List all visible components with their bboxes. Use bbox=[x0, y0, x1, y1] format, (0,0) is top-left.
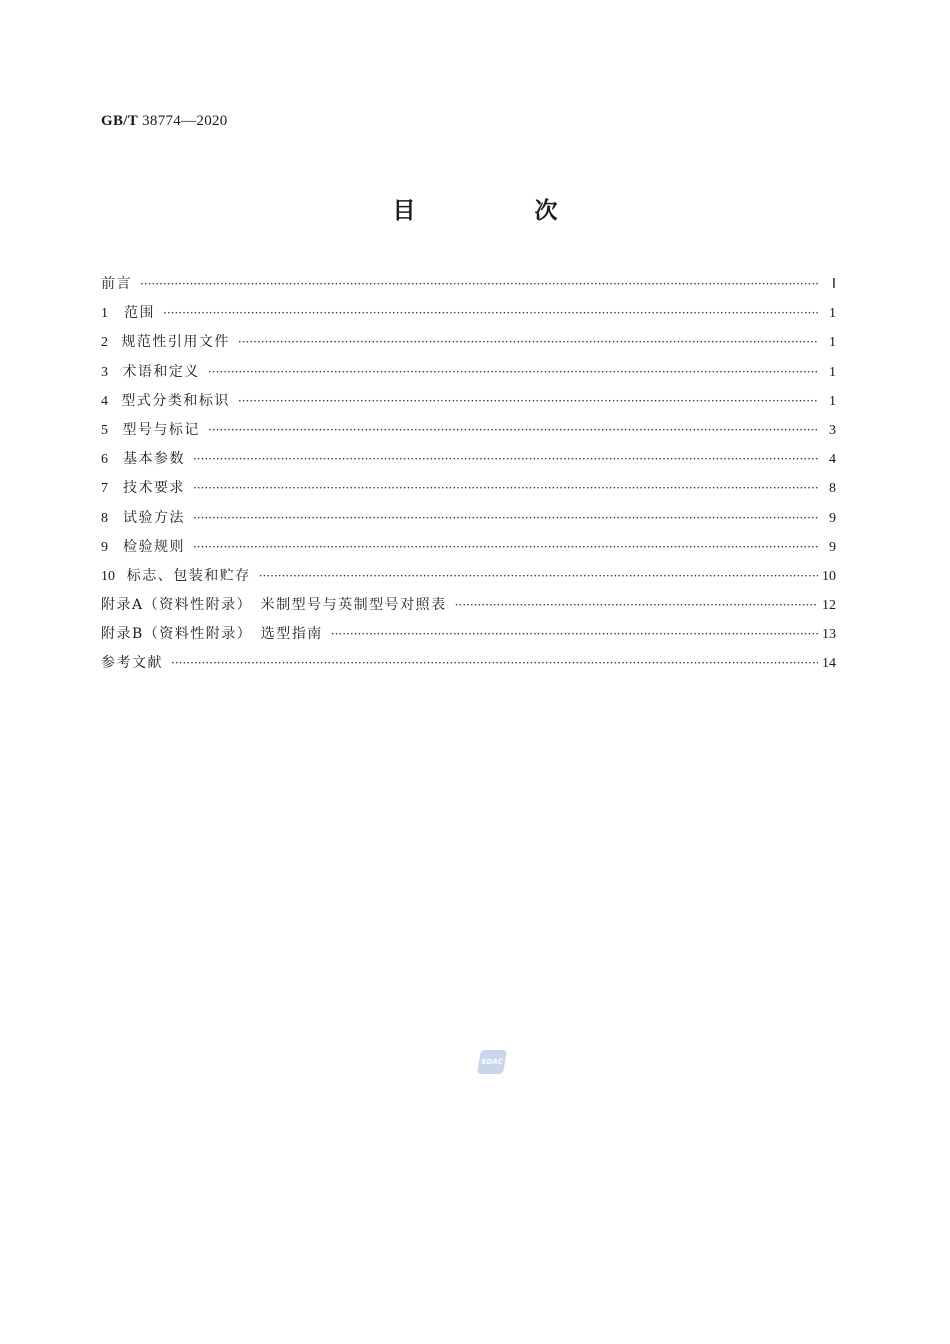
standard-code-number: 38774—2020 bbox=[142, 113, 228, 129]
toc-entry-page: 1 bbox=[829, 393, 836, 409]
toc-entry-page: 8 bbox=[829, 481, 836, 497]
toc-entry-page: 3 bbox=[829, 422, 836, 438]
toc-entry-label: 试验方法 bbox=[122, 509, 185, 526]
toc-entry-number: 1 bbox=[101, 306, 108, 322]
toc-leader-dots bbox=[259, 562, 818, 591]
toc-entry-number: 2 bbox=[101, 335, 108, 351]
toc-entry-page: 9 bbox=[829, 510, 836, 526]
toc-entry-label: 检验规则 bbox=[122, 538, 185, 555]
toc-entry-classification[interactable] bbox=[101, 387, 836, 416]
toc-entry-page: 12 bbox=[822, 598, 836, 614]
toc-entry-label: 基本参数 bbox=[122, 451, 185, 468]
toc-entry-label: 前言 bbox=[101, 276, 132, 292]
toc-entry-annex-a[interactable] bbox=[101, 591, 836, 620]
toc-entry-page: 9 bbox=[829, 539, 836, 555]
toc-entry-page: 4 bbox=[829, 452, 836, 468]
toc-title: 目 次 bbox=[392, 198, 606, 224]
toc-leader-dots bbox=[193, 474, 818, 503]
standard-code-prefix: GB/T bbox=[101, 113, 139, 129]
toc-entry-number: 7 bbox=[101, 481, 108, 497]
toc-entry-basic-parameters[interactable] bbox=[101, 445, 836, 474]
toc-entry-page: Ⅰ bbox=[831, 277, 836, 292]
toc-entry-page: 14 bbox=[822, 656, 836, 672]
toc-entry-label: 技术要求 bbox=[122, 480, 185, 497]
toc-entry-test-methods[interactable] bbox=[101, 504, 836, 533]
standard-code bbox=[101, 113, 228, 130]
toc-entry-inspection-rules[interactable] bbox=[101, 533, 836, 562]
toc-entry-label: 规范性引用文件 bbox=[121, 334, 230, 351]
watermark-logo: SDAC bbox=[477, 1050, 507, 1074]
toc-entry-page: 1 bbox=[829, 364, 836, 380]
toc-entry-number: 4 bbox=[101, 393, 108, 409]
toc-entry-annex-b[interactable] bbox=[101, 620, 836, 649]
toc-entry-foreword[interactable] bbox=[101, 270, 836, 299]
toc-entry-label: 术语和定义 bbox=[122, 363, 200, 380]
toc-entry-label: 型号与标记 bbox=[122, 421, 200, 438]
toc-entry-technical-requirements[interactable] bbox=[101, 474, 836, 503]
toc-leader-dots bbox=[193, 445, 818, 474]
toc-entry-marking-packaging-storage[interactable] bbox=[101, 562, 836, 591]
toc-entry-number: 9 bbox=[101, 539, 108, 555]
toc-leader-dots bbox=[208, 358, 818, 387]
toc-leader-dots bbox=[163, 299, 818, 328]
toc-leader-dots bbox=[331, 620, 818, 649]
toc-entry-label: 附录B（资料性附录） 选型指南 bbox=[101, 626, 323, 643]
toc-entry-label: 标志、包装和贮存 bbox=[126, 567, 251, 584]
toc-entry-label: 参考文献 bbox=[101, 655, 163, 672]
toc-leader-dots bbox=[238, 328, 818, 357]
toc-entry-label: 型式分类和标识 bbox=[121, 392, 230, 409]
toc-entry-model-marking[interactable] bbox=[101, 416, 836, 445]
toc-leader-dots bbox=[193, 533, 818, 562]
toc-entry-page: 1 bbox=[829, 306, 836, 322]
toc-leader-dots bbox=[455, 591, 818, 620]
toc-entry-number: 6 bbox=[101, 452, 108, 468]
toc-entry-label: 范围 bbox=[124, 305, 156, 322]
toc-entry-number: 3 bbox=[101, 364, 108, 380]
toc-entry-number: 8 bbox=[101, 510, 108, 526]
toc-entry-page: 1 bbox=[829, 335, 836, 351]
toc-entry-terms-definitions[interactable] bbox=[101, 358, 836, 387]
toc-leader-dots bbox=[193, 504, 818, 533]
toc-leader-dots bbox=[238, 387, 818, 416]
toc-leader-dots bbox=[140, 270, 818, 299]
toc-entry-bibliography[interactable] bbox=[101, 649, 836, 678]
toc-entry-number: 5 bbox=[101, 422, 108, 438]
toc-entry-page: 10 bbox=[822, 568, 836, 584]
toc-entry-normative-references[interactable] bbox=[101, 328, 836, 357]
toc-entry-scope[interactable] bbox=[101, 299, 836, 328]
toc-leader-dots bbox=[208, 416, 818, 445]
table-of-contents bbox=[101, 270, 836, 679]
toc-leader-dots bbox=[171, 649, 818, 678]
toc-entry-page: 13 bbox=[822, 627, 836, 643]
toc-entry-number: 10 bbox=[101, 568, 115, 584]
toc-entry-label: 附录A（资料性附录） 米制型号与英制型号对照表 bbox=[101, 597, 447, 614]
